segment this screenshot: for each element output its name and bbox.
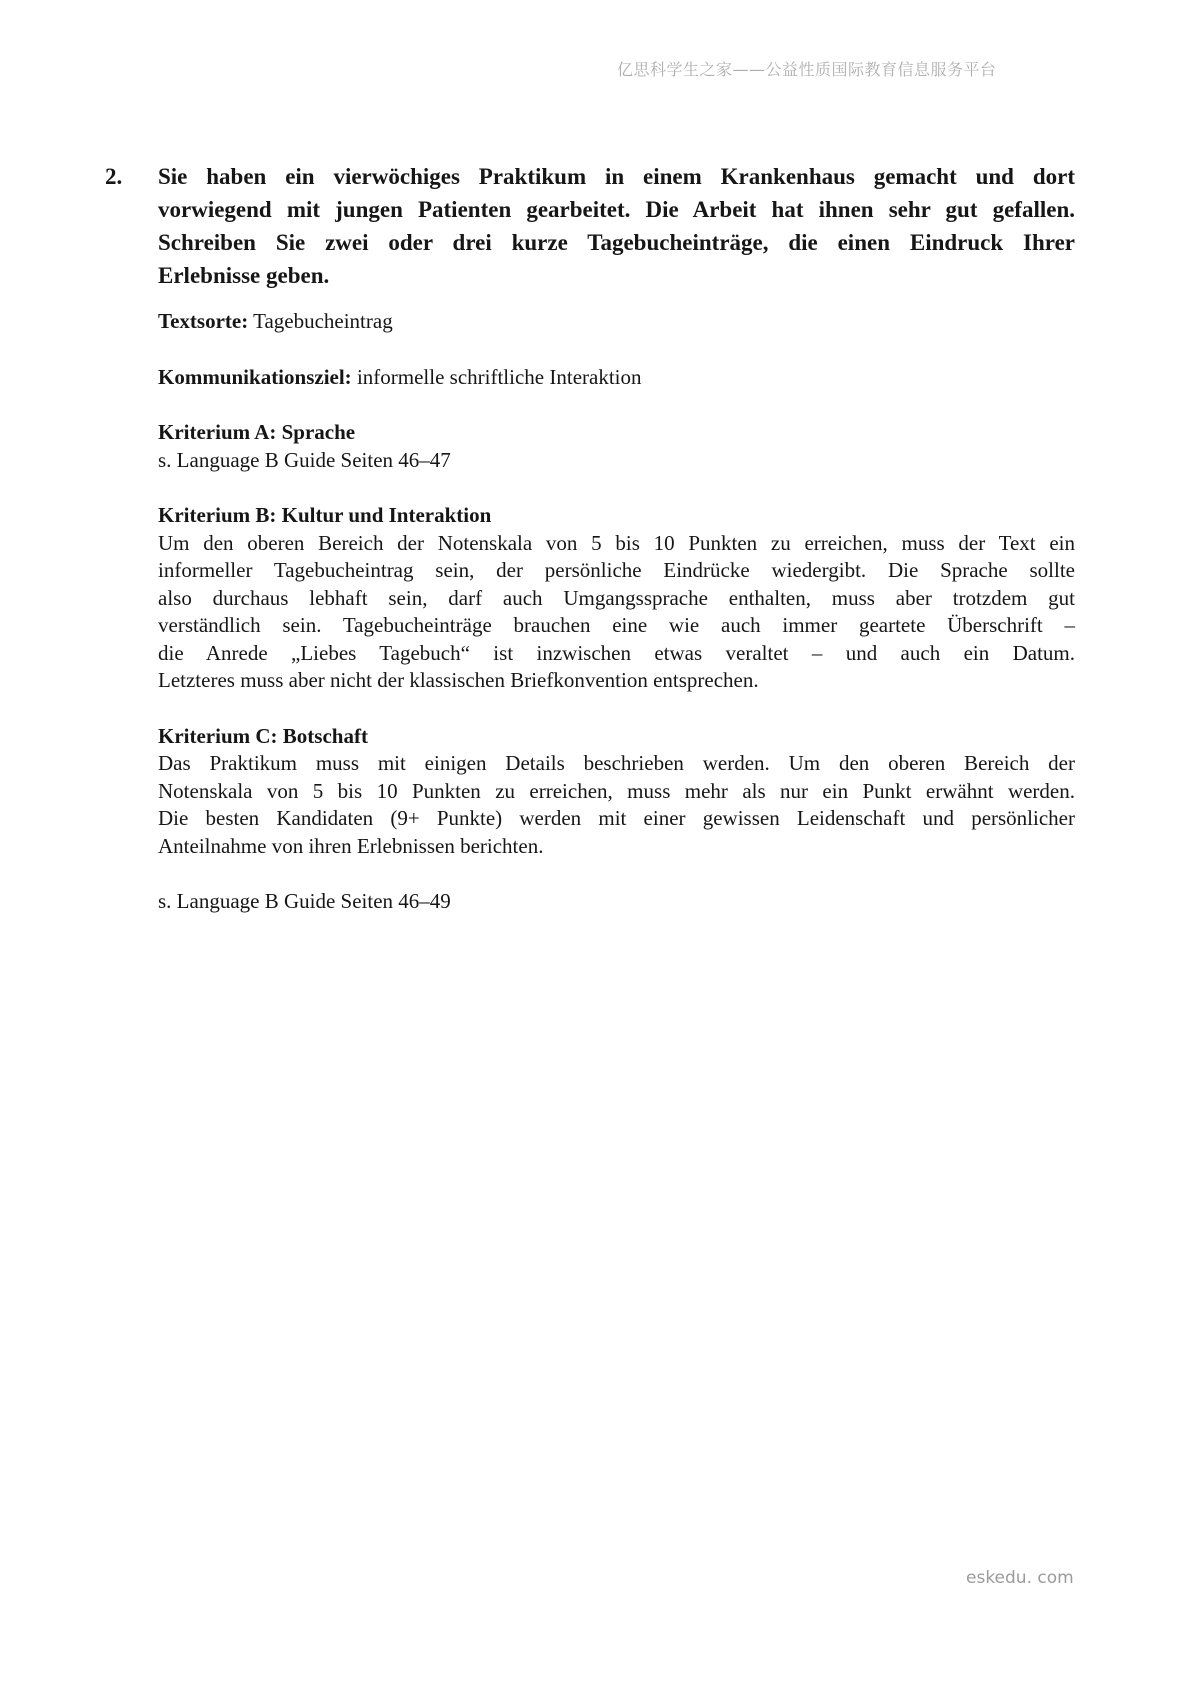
kommunikationsziel-label: Kommunikationsziel: — [158, 364, 352, 389]
task-number: 2. — [105, 164, 123, 189]
watermark-text: eskedu. com — [966, 1568, 1074, 1588]
final-reference-line — [158, 888, 1075, 916]
text-line: Notenskala von 5 bis 10 Punkten zu erreichen, muss mehr als nur ein Punkt erwähnt werden. — [158, 778, 1075, 803]
task-prompt-paragraph — [158, 160, 1075, 292]
text-line: Schreiben Sie zwei oder drei kurze Tagebucheinträge, die einen Eindruck Ihrer — [158, 230, 1075, 255]
text-line: Die besten Kandidaten (9+ Punkte) werden mit einer gewissen Leidenschaft und persönlicher — [158, 806, 1075, 830]
kriterium-c-heading: Kriterium C: Botschaft — [158, 723, 368, 748]
document-body — [105, 160, 1075, 916]
kommunikationsziel-line — [158, 364, 1075, 392]
kriterium-c-section — [158, 723, 1075, 861]
kriterium-c-body — [158, 750, 1075, 860]
text-line: Sie haben ein vierwöchiges Praktikum in einem Krankenhaus gemacht und dort — [158, 164, 1075, 189]
kriterium-b-heading: Kriterium B: Kultur und Interaktion — [158, 503, 492, 527]
kriterium-b-body — [158, 530, 1075, 695]
text-line: verständlich sein. Tagebucheinträge brauchen eine wie auch immer geartete Überschrift – — [158, 613, 1075, 637]
text-line: Das Praktikum muss mit einigen Details beschrieben werden. Um den oberen Bereich der — [158, 751, 1075, 775]
kommunikationsziel-value: informelle schriftliche Interaktion — [356, 364, 642, 389]
text-line: vorwiegend mit jungen Patienten gearbeitet. Die Arbeit hat ihnen sehr gut gefallen. — [158, 197, 1075, 222]
text-line: Letzteres muss aber nicht der klassischen Briefkonvention entsprechen. — [158, 668, 759, 692]
text-line: die Anrede „Liebes Tagebuch“ ist inzwischen etwas veraltet – und auch ein Datum. — [158, 640, 1075, 665]
text-line: informeller Tagebucheintrag sein, der persönliche Eindrücke wiedergibt. Die Sprache sollte — [158, 558, 1075, 582]
textsorte-label: Textsorte: — [158, 309, 249, 333]
kriterium-a-reference: s. Language B Guide Seiten 46–47 — [158, 447, 451, 472]
text-line: Erlebnisse geben. — [158, 263, 330, 288]
textsorte-line — [158, 308, 1075, 336]
textsorte-value: Tagebucheintrag — [253, 309, 393, 333]
task-prompt-row — [105, 160, 1075, 292]
final-reference: s. Language B Guide Seiten 46–49 — [158, 889, 451, 913]
text-line: also durchaus lebhaft sein, darf auch Umgangssprache enthalten, muss aber trotzdem gut — [158, 585, 1075, 610]
kriterium-a-heading: Kriterium A: Sprache — [158, 420, 356, 444]
platform-header-text: 亿思科学生之家——公益性质国际教育信息服务平台 — [617, 60, 997, 79]
kriterium-a-section — [158, 419, 1075, 474]
text-line: Anteilnahme von ihren Erlebnissen berichten. — [158, 833, 544, 858]
text-line: Um den oberen Bereich der Notenskala von 5 bis 10 Punkten zu erreichen, muss der Text ein — [158, 530, 1075, 555]
kriterium-b-section — [158, 502, 1075, 695]
